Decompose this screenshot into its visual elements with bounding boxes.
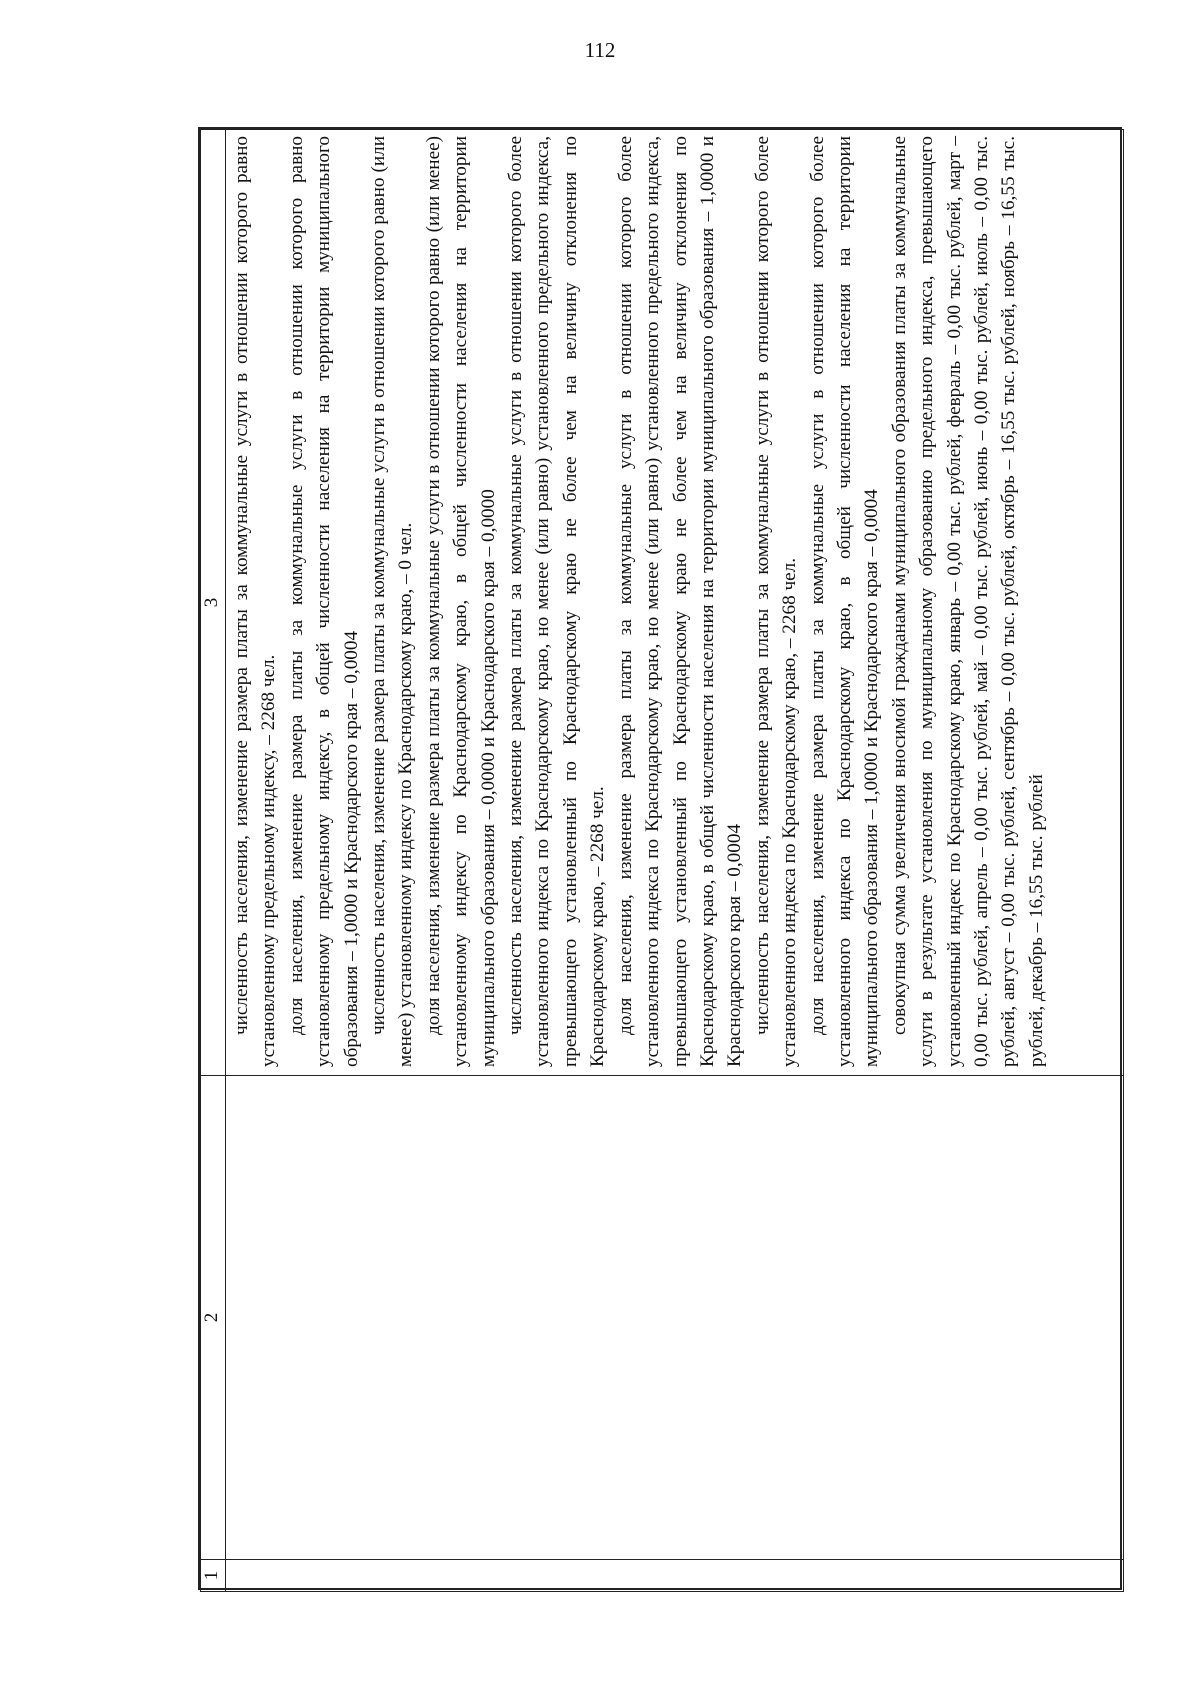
paragraph: совокупная сумма увеличения вносимой гражданами муниципального образования платы за коммунальные услуги в результате установления по муниципальному образованию предельного индекса, превышающего установленный индекс по Краснодарскому краю, январь – 0,00 тыс. рублей, февраль – 0,00 тыс. рублей, март – 0,00 тыс. рублей, апрель – 0,00 тыс. рублей, май – 0,00 тыс. рублей, июнь – 0,00 тыс. рублей, июль – 0,00 тыс. рублей, август – 0,00 тыс. рублей, сентябрь – 0,00 тыс. рублей, октябрь – 16,55 тыс. рублей, ноябрь – 16,55 тыс. рублей, декабрь – 16,55 тыс. рублей xyxy=(888,136,1047,1067)
document-table xyxy=(200,129,1124,1592)
page-number: 112 xyxy=(584,38,616,62)
table-row xyxy=(226,130,1124,1592)
document-table-frame xyxy=(198,127,1122,1590)
cell-col-2 xyxy=(226,1076,1124,1560)
paragraph: численность населения, изменение размера платы за коммунальные услуги в отношении которого более установленного индекса по Краснодарскому краю, но менее (или равно) установленного предельного индекса, превышающего установленный по Краснодарскому краю не более чем на величину отклонения по Краснодарскому краю, – 2268 чел. xyxy=(505,136,609,1067)
paragraph: доля населения, изменение размера платы за коммунальные услуги в отношении которого равно установленному предельному индексу, в общей численности населения на территории муниципального образования – 1,0000 и Краснодарского края – 0,0004 xyxy=(285,136,362,1067)
header-col-1: 1 xyxy=(201,1560,226,1592)
paragraph: численность населения, изменение размера платы за коммунальные услуги в отношении которого равно установленному предельному индексу, – 2268 чел. xyxy=(231,136,280,1067)
paragraph: доля населения, изменение размера платы за коммунальные услуги в отношении которого более установленного индекса по Краснодарскому краю, но менее (или равно) установленного предельного индекса, превышающего установленный по Краснодарскому краю не более чем на величину отклонения по Краснодарскому краю, в общей численности населения на территории муниципального образования – 1,0000 и Краснодарского края – 0,0004 xyxy=(614,136,746,1067)
header-col-3: 3 xyxy=(201,130,226,1076)
rotated-table-container xyxy=(200,129,1124,1592)
paragraph: доля населения, изменение размера платы за коммунальные услуги в отношении которого более установленного индекса по Краснодарскому краю, в общей численности населения на территории муниципального образования – 1,0000 и Краснодарского края – 0,0004 xyxy=(806,136,883,1067)
cell-col-3 xyxy=(226,130,1124,1076)
paragraph: доля населения, изменение размера платы за коммунальные услуги в отношении которого равно (или менее) установленному индексу по Краснодарскому краю, в общей численности населения на территории муниципального образования – 0,0000 и Краснодарского края – 0,0000 xyxy=(422,136,499,1067)
cell-text xyxy=(226,130,1050,1075)
paragraph: численность населения, изменение размера платы за коммунальные услуги в отношении которого более установленного индекса по Краснодарскому краю, – 2268 чел. xyxy=(751,136,801,1067)
paragraph: численность населения, изменение размера платы за коммунальные услуги в отношении которого равно (или менее) установленному индексу по Краснодарскому краю, – 0 чел. xyxy=(368,136,417,1067)
cell-col-1 xyxy=(226,1560,1124,1592)
header-col-2: 2 xyxy=(201,1076,226,1560)
table-header-row xyxy=(201,130,226,1592)
